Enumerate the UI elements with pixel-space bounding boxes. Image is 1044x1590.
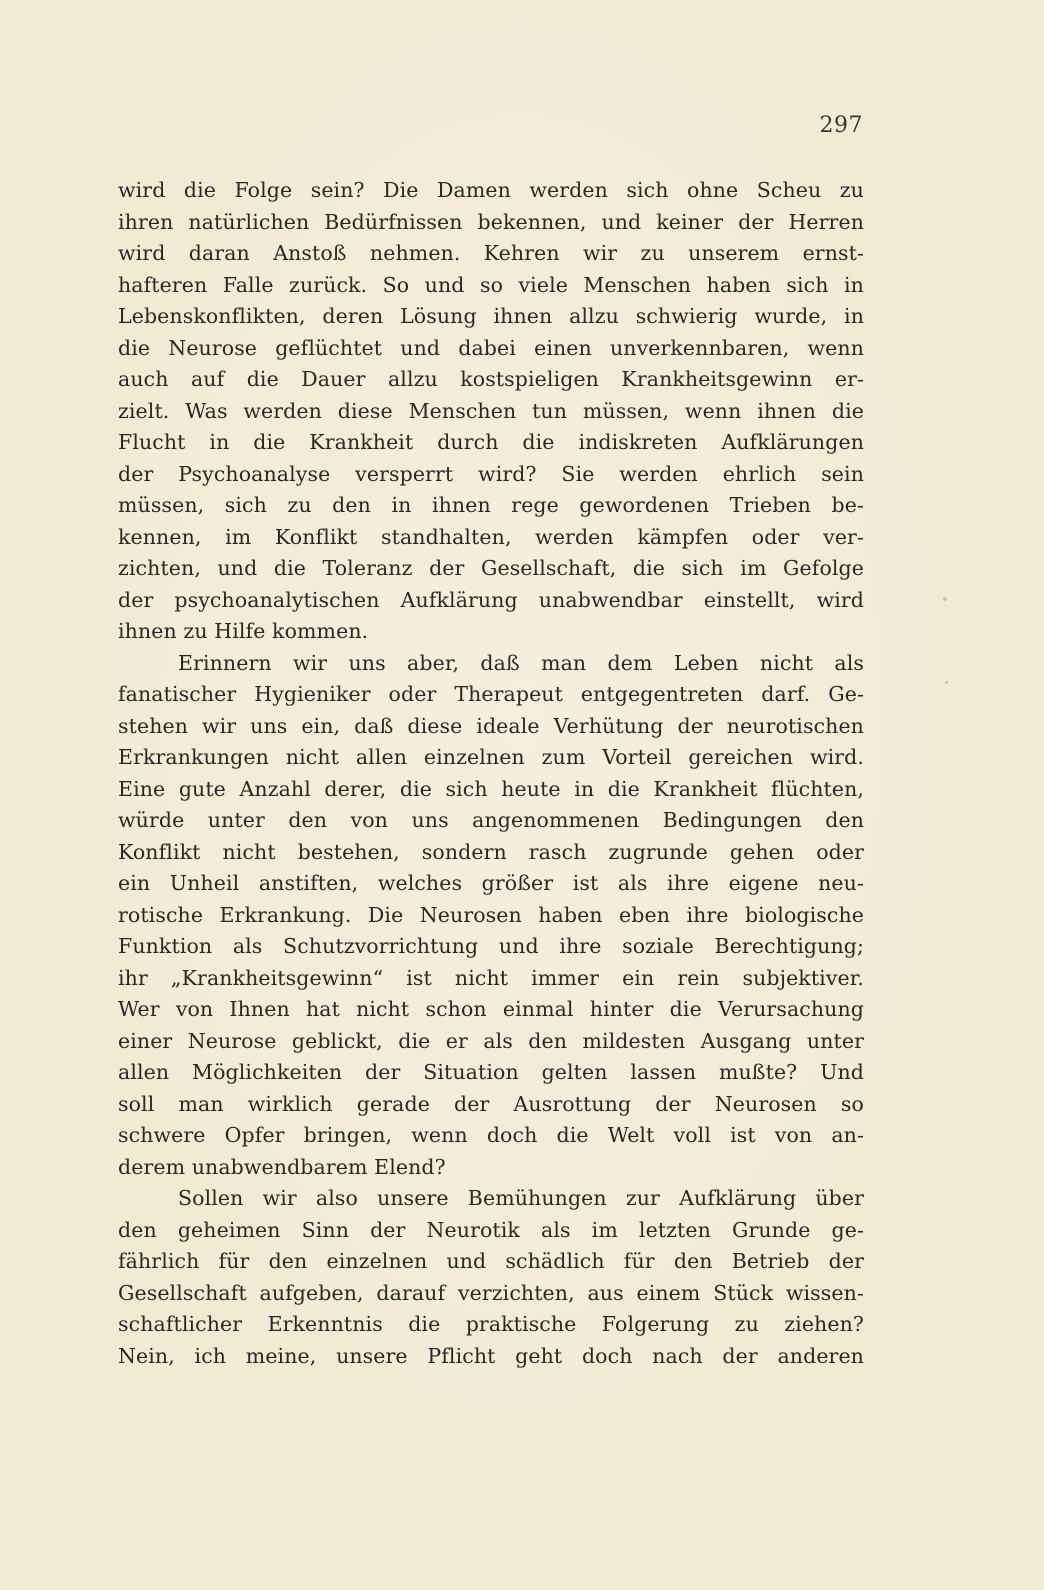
text-line: ihren natürlichen Bedürfnissen bekennen, und keiner der Herren xyxy=(118,209,864,234)
text-line: zichten, und die Toleranz der Gesellschaft, die sich im Gefolge xyxy=(118,556,864,580)
text-line: Erinnern wir uns aber, daß man dem Leben nicht als xyxy=(178,650,864,675)
paragraph-1 xyxy=(118,175,864,648)
text-line: wird die Folge sein? Die Damen werden sich ohne Scheu zu xyxy=(118,178,864,202)
text-line: zielt. Was werden diese Menschen tun müssen, wenn ihnen die xyxy=(118,398,864,423)
text-line: wird daran Anstoß nehmen. Kehren wir zu unserem ernst- xyxy=(118,241,864,265)
text-line: schwere Opfer bringen, wenn doch die Welt voll ist von an- xyxy=(118,1123,864,1147)
text-line: würde unter den von uns angenommenen Bedingungen den xyxy=(118,808,864,832)
page-number: 297 xyxy=(819,113,863,138)
text-line: ihr „Krankheitsgewinn“ ist nicht immer ein rein subjektiver. xyxy=(118,965,864,990)
text-line: Wer von Ihnen hat nicht schon einmal hinter die Verursachung xyxy=(118,997,864,1021)
text-line: stehen wir uns ein, daß diese ideale Verhütung der neurotischen xyxy=(118,713,864,738)
text-line: Erkrankungen nicht allen einzelnen zum Vorteil gereichen wird. xyxy=(118,745,864,769)
text-line: schaftlicher Erkenntnis die praktische Folgerung zu ziehen? xyxy=(118,1312,864,1336)
text-line: soll man wirklich gerade der Ausrottung der Neurosen so xyxy=(118,1091,864,1116)
text-line: auch auf die Dauer allzu kostspieligen Krankheitsgewinn er- xyxy=(118,367,864,391)
text-line: Funktion als Schutzvorrichtung und ihre soziale Berechtigung; xyxy=(118,934,864,958)
text-line: fanatischer Hygieniker oder Therapeut entgegentreten darf. Ge- xyxy=(118,682,864,706)
text-line: hafteren Falle zurück. So und so viele Menschen haben sich in xyxy=(118,272,864,297)
text-line: derem unabwendbarem Elend? xyxy=(118,1154,446,1179)
text-line: ein Unheil anstiften, welches größer ist als ihre eigene neu- xyxy=(118,871,864,895)
scan-speck xyxy=(943,597,947,601)
body-text xyxy=(118,175,864,1372)
text-line: Flucht in die Krankheit durch die indiskreten Aufklärungen xyxy=(118,430,864,454)
text-line: Konflikt nicht bestehen, sondern rasch zugrunde gehen oder xyxy=(118,839,864,864)
text-line: Gesellschaft aufgeben, darauf verzichten, aus einem Stück wissen- xyxy=(118,1280,864,1305)
text-line: den geheimen Sinn der Neurotik als im letzten Grunde ge- xyxy=(118,1217,864,1242)
text-line: der psychoanalytischen Aufklärung unabwendbar einstellt, wird xyxy=(118,587,864,612)
text-line: einer Neurose geblickt, die er als den mildesten Ausgang unter xyxy=(118,1028,864,1053)
text-line: Sollen wir also unsere Bemühungen zur Aufklärung über xyxy=(178,1186,864,1210)
text-line: fährlich für den einzelnen und schädlich für den Betrieb der xyxy=(118,1249,864,1273)
paragraph-3 xyxy=(118,1183,864,1372)
text-line: allen Möglichkeiten der Situation gelten lassen mußte? Und xyxy=(118,1060,864,1084)
text-line: Lebenskonflikten, deren Lösung ihnen allzu schwierig wurde, in xyxy=(118,304,864,328)
text-line: müssen, sich zu den in ihnen rege gewordenen Trieben be- xyxy=(118,493,864,517)
text-line: ihnen zu Hilfe kommen. xyxy=(118,619,369,643)
text-line: der Psychoanalyse versperrt wird? Sie werden ehrlich sein xyxy=(118,461,864,486)
text-line: Eine gute Anzahl derer, die sich heute in die Krankheit flüchten, xyxy=(118,776,864,801)
scan-speck xyxy=(945,681,948,684)
paragraph-2 xyxy=(118,648,864,1184)
text-line: die Neurose geflüchtet und dabei einen unverkennbaren, wenn xyxy=(118,335,864,360)
text-line: Nein, ich meine, unsere Pflicht geht doch nach der anderen xyxy=(118,1343,864,1368)
text-line: rotische Erkrankung. Die Neurosen haben eben ihre biologische xyxy=(118,902,864,927)
text-line: kennen, im Konflikt standhalten, werden kämpfen oder ver- xyxy=(118,524,864,549)
